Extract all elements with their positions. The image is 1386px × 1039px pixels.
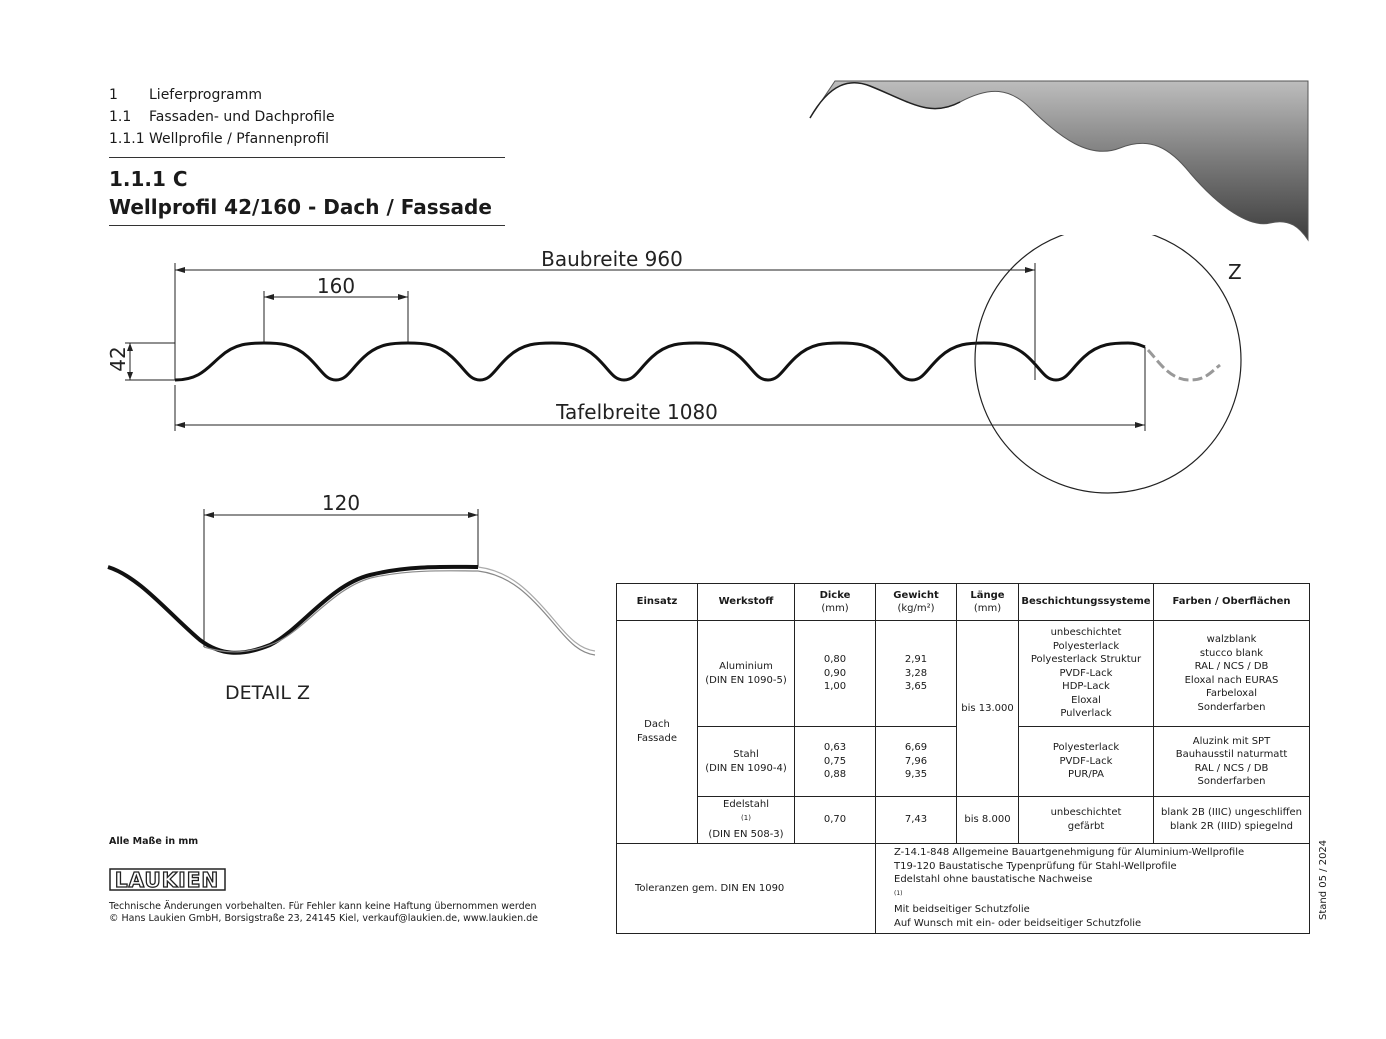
farben-line: Eloxal nach EURAS [1184, 674, 1279, 686]
header-unit: (mm) [973, 603, 1002, 614]
cell-laenge-edelstahl: bis 8.000 [957, 797, 1019, 844]
note-line: Z-14.1-848 Allgemeine Bauartgenehmigung für Aluminium-Wellprofile [894, 847, 1245, 859]
baubreite-label: Baubreite 960 [541, 247, 683, 271]
beschichtung-line: Polyesterlack Struktur [1030, 654, 1142, 666]
cell-einsatz [617, 621, 698, 844]
col-header-laenge [957, 584, 1019, 621]
cell-gewicht-edelstahl: 7,43 [876, 797, 957, 844]
note-line: Edelstahl ohne baustatische Nachweise [894, 874, 1093, 886]
werkstoff-line: Aluminium [719, 661, 773, 672]
cell-dicke-stahl [795, 727, 876, 797]
cell-werkstoff-stahl [698, 727, 795, 797]
beschichtung-line: unbeschichtet [1050, 807, 1122, 819]
beschichtung-line: Polyesterlack [1052, 742, 1120, 754]
farben-line: Bauhausstil naturmatt [1175, 749, 1288, 760]
cell-farben-edelstahl [1154, 797, 1310, 844]
gewicht-value: 3,28 [904, 667, 928, 679]
title-name: Wellprofil 42/160 - Dach / Fassade [109, 195, 492, 219]
dicke-value: 0,63 [823, 742, 847, 754]
gewicht-value: 9,35 [904, 769, 928, 781]
cell-beschichtung-aluminium [1019, 621, 1154, 727]
detail-marker-label: Z [1228, 260, 1242, 284]
werkstoff-line: (DIN EN 508-3) [708, 829, 784, 841]
page-title [109, 165, 492, 221]
toc-item-1-1: 1.1 Fassaden- und Dachprofile [109, 109, 335, 125]
detail-profile-outline [204, 571, 595, 655]
tafelbreite-label: Tafelbreite 1080 [556, 400, 718, 424]
profile-cross-section [100, 235, 1260, 495]
arrow-head [468, 512, 478, 518]
arrow-head [175, 422, 185, 428]
units-note: Alle Maße in mm [109, 836, 199, 847]
detail-dim-label: 120 [321, 491, 361, 515]
werkstoff-line [700, 798, 792, 828]
toc-item-1-1-1: 1.1.1 Wellprofile / Pfannenprofil [109, 131, 330, 147]
werkstoff-line: Stahl [733, 749, 759, 760]
logo-text: LAUKIEN [114, 868, 220, 892]
beschichtung-line: PVDF-Lack [1059, 755, 1113, 767]
gewicht-value: 6,69 [904, 742, 928, 754]
wave-profile-continuation [1148, 350, 1220, 380]
title-number: 1.1.1 C [109, 167, 188, 191]
cell-laenge-alu-stahl: bis 13.000 [957, 621, 1019, 797]
wave-profile-line [175, 343, 1145, 380]
einsatz-line: Fassade [636, 732, 677, 744]
gewicht-value: 7,96 [904, 755, 928, 767]
farben-line: blank 2B (IIIC) ungeschliffen [1161, 807, 1302, 819]
cell-farben-stahl [1154, 727, 1310, 797]
werkstoff-name: Edelstahl [723, 799, 769, 810]
toc-item-1: 1 Lieferprogramm [109, 87, 262, 103]
header-text: Gewicht [893, 589, 939, 601]
arrow-head [1135, 422, 1145, 428]
table-row-edelstahl [617, 797, 1310, 844]
farben-line: Aluzink mit SPT [1192, 735, 1271, 747]
version-stamp: Stand 05 / 2024 [1318, 839, 1329, 920]
col-header-dicke [795, 584, 876, 621]
laukien-logo [109, 868, 227, 892]
cell-farben-aluminium [1154, 621, 1310, 727]
note-line: Auf Wunsch mit ein- oder beidseitiger Schutzfolie [894, 917, 1142, 929]
divider [109, 157, 505, 158]
detail-z-drawing [100, 485, 600, 715]
header-unit: (mm) [821, 603, 849, 614]
beschichtung-line: unbeschichtet [1050, 627, 1122, 639]
dicke-value: 0,88 [823, 769, 847, 781]
detail-profile-line [108, 567, 478, 653]
beschichtung-line: HDP-Lack [1062, 681, 1110, 693]
cell-werkstoff-aluminium [698, 621, 795, 727]
col-header-farben: Farben / Oberflächen [1154, 584, 1310, 621]
dicke-value: 0,75 [823, 755, 847, 767]
header-unit: (kg/m²) [897, 603, 935, 614]
farben-line: Sonderfarben [1197, 701, 1266, 713]
beschichtung-line: Eloxal [1071, 694, 1101, 706]
arrow-head [1025, 267, 1035, 273]
arrow-head [175, 267, 185, 273]
farben-line: stucco blank [1199, 647, 1264, 659]
note-text: Mit beidseitiger Schutzfolie [894, 904, 1030, 916]
beschichtung-line: PVDF-Lack [1059, 667, 1113, 679]
beschichtung-line: Pulverlack [1060, 708, 1112, 720]
cell-dicke-edelstahl: 0,70 [795, 797, 876, 844]
header-text: Länge [970, 589, 1005, 601]
detail-z-circle [975, 235, 1241, 493]
height-label: 42 [106, 346, 130, 372]
arrow-head [127, 372, 133, 380]
disclaimer-line: Technische Änderungen vorbehalten. Für Fehler kann keine Haftung übernommen werden [109, 901, 537, 912]
table-header-row [617, 584, 1310, 621]
einsatz-line: Dach [644, 719, 670, 731]
col-header-werkstoff: Werkstoff [698, 584, 795, 621]
col-header-gewicht [876, 584, 957, 621]
gewicht-value: 2,91 [904, 654, 928, 666]
cell-gewicht-aluminium [876, 621, 957, 727]
arrow-head [398, 294, 408, 300]
beschichtung-line: gefärbt [1067, 820, 1105, 832]
divider [109, 225, 505, 226]
beschichtung-line: PUR/PA [1068, 769, 1104, 781]
detail-z-label: DETAIL Z [225, 682, 311, 704]
cell-toleranzen: Toleranzen gem. DIN EN 1090 [617, 843, 876, 933]
farben-line: RAL / NCS / DB [1194, 762, 1269, 774]
werkstoff-line: (DIN EN 1090-5) [705, 674, 787, 686]
farben-line: walzblank [1206, 634, 1257, 645]
cell-gewicht-stahl [876, 727, 957, 797]
pitch-label: 160 [316, 274, 356, 298]
arrow-head [264, 294, 274, 300]
header-text: Dicke [819, 589, 851, 601]
address-line: © Hans Laukien GmbH, Borsigstraße 23, 24145 Kiel, verkauf@laukien.de, www.laukien.de [109, 913, 538, 924]
cell-beschichtung-stahl [1019, 727, 1154, 797]
footnote-marker: (1) [894, 889, 903, 897]
farben-line: blank 2R (IIID) spiegelnd [1169, 820, 1294, 832]
spec-table [616, 583, 1310, 934]
farben-line: Farbeloxal [1206, 688, 1257, 699]
col-header-einsatz: Einsatz [617, 584, 698, 621]
cell-notes [876, 843, 1310, 933]
arrow-head [204, 512, 214, 518]
table-row-notes [617, 843, 1310, 933]
cell-dicke-aluminium [795, 621, 876, 727]
dicke-value: 0,80 [823, 654, 847, 666]
beschichtung-line: Polyesterlack [1052, 640, 1120, 652]
col-header-beschichtung: Beschichtungssysteme [1019, 584, 1154, 621]
profile-3d-illustration [800, 78, 1312, 244]
table-row-aluminium [617, 621, 1310, 727]
detail-profile-outline [478, 567, 595, 651]
dicke-value: 1,00 [823, 681, 847, 693]
cell-beschichtung-edelstahl [1019, 797, 1154, 844]
farben-line: RAL / NCS / DB [1194, 661, 1269, 672]
note-line [894, 887, 1307, 917]
gewicht-value: 3,65 [904, 681, 928, 693]
dicke-value: 0,90 [823, 667, 847, 679]
farben-line: Sonderfarben [1197, 776, 1266, 787]
werkstoff-line: (DIN EN 1090-4) [705, 762, 787, 774]
footnote-marker: (1) [741, 813, 751, 822]
cell-werkstoff-edelstahl [698, 797, 795, 844]
note-line: T19-120 Baustatische Typenprüfung für Stahl-Wellprofile [894, 860, 1177, 872]
